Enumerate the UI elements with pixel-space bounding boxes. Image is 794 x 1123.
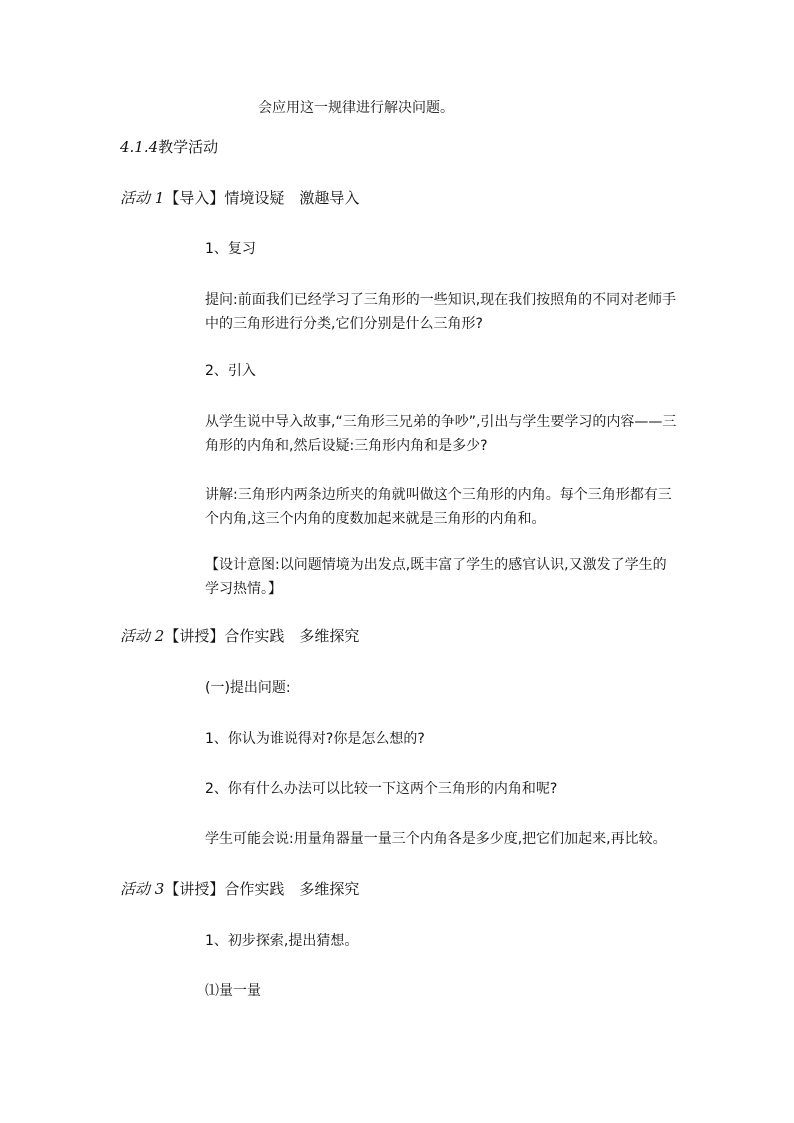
intro-line: 会应用这一规律进行解决问题。 [258, 100, 454, 116]
section-title: 教学活动 [158, 138, 219, 156]
paragraph-line: 中的三角形进行分类,它们分别是什么三角形? [205, 316, 483, 332]
activity-2-item-who-is-right: 1、你认为谁说得对?你是怎么想的? [205, 731, 425, 747]
activity-2-item-compare: 2、你有什么办法可以比较一下这两个三角形的内角和呢? [205, 781, 558, 797]
section-number: 4.1.4 [120, 138, 159, 156]
section-heading [120, 136, 218, 158]
paragraph-line: 学习热情。】 [205, 581, 282, 597]
paragraph-line: 提问:前面我们已经学习了三角形的一些知识,现在我们按照角的不同对老师手 [205, 292, 677, 308]
activity-1-paragraph-question [205, 288, 675, 336]
paragraph-line: 从学生说中导入故事,“三角形三兄弟的争吵”,引出与学生要学习的内容——三 [205, 414, 677, 430]
paragraph-line: 讲解:三角形内两条边所夹的角就叫做这个三角形的内角。每个三角形都有三 [205, 487, 672, 503]
activity-3-prefix: 活动 3 [120, 880, 165, 898]
activity-2-item-raise-question: (一)提出问题: [205, 680, 291, 696]
activity-3-item-explore: 1、初步探索,提出猜想。 [205, 933, 359, 949]
activity-3-title: 【讲授】合作实践 多维探究 [164, 880, 360, 898]
activity-1-paragraph-story [205, 410, 675, 458]
activity-2-prefix: 活动 2 [120, 627, 165, 645]
activity-1-paragraph-explain [205, 483, 675, 531]
activity-1-item-introduce: 2、引入 [205, 363, 256, 379]
paragraph-line: 个内角,这三个内角的度数加起来就是三角形的内角和。 [205, 511, 546, 527]
paragraph-line: 角形的内角和,然后设疑:三角形内角和是多少? [205, 438, 488, 454]
activity-1-title: 【导入】情境设疑 激趣导入 [164, 189, 360, 207]
activity-2-title: 【讲授】合作实践 多维探究 [164, 627, 360, 645]
paragraph-line: 【设计意图:以问题情境为出发点,既丰富了学生的感官认识,又激发了学生的 [205, 557, 667, 573]
activity-1-design-intent [205, 553, 675, 601]
activity-1-prefix: 活动 1 [120, 189, 165, 207]
activity-3-heading [120, 878, 359, 900]
activity-1-item-review: 1、复习 [205, 241, 256, 257]
activity-2-heading [120, 625, 359, 647]
activity-2-item-student-answer: 学生可能会说:用量角器量一量三个内角各是多少度,把它们加起来,再比较。 [205, 831, 667, 847]
activity-1-heading [120, 187, 359, 209]
activity-3-item-measure: ⑴量一量 [205, 983, 261, 999]
